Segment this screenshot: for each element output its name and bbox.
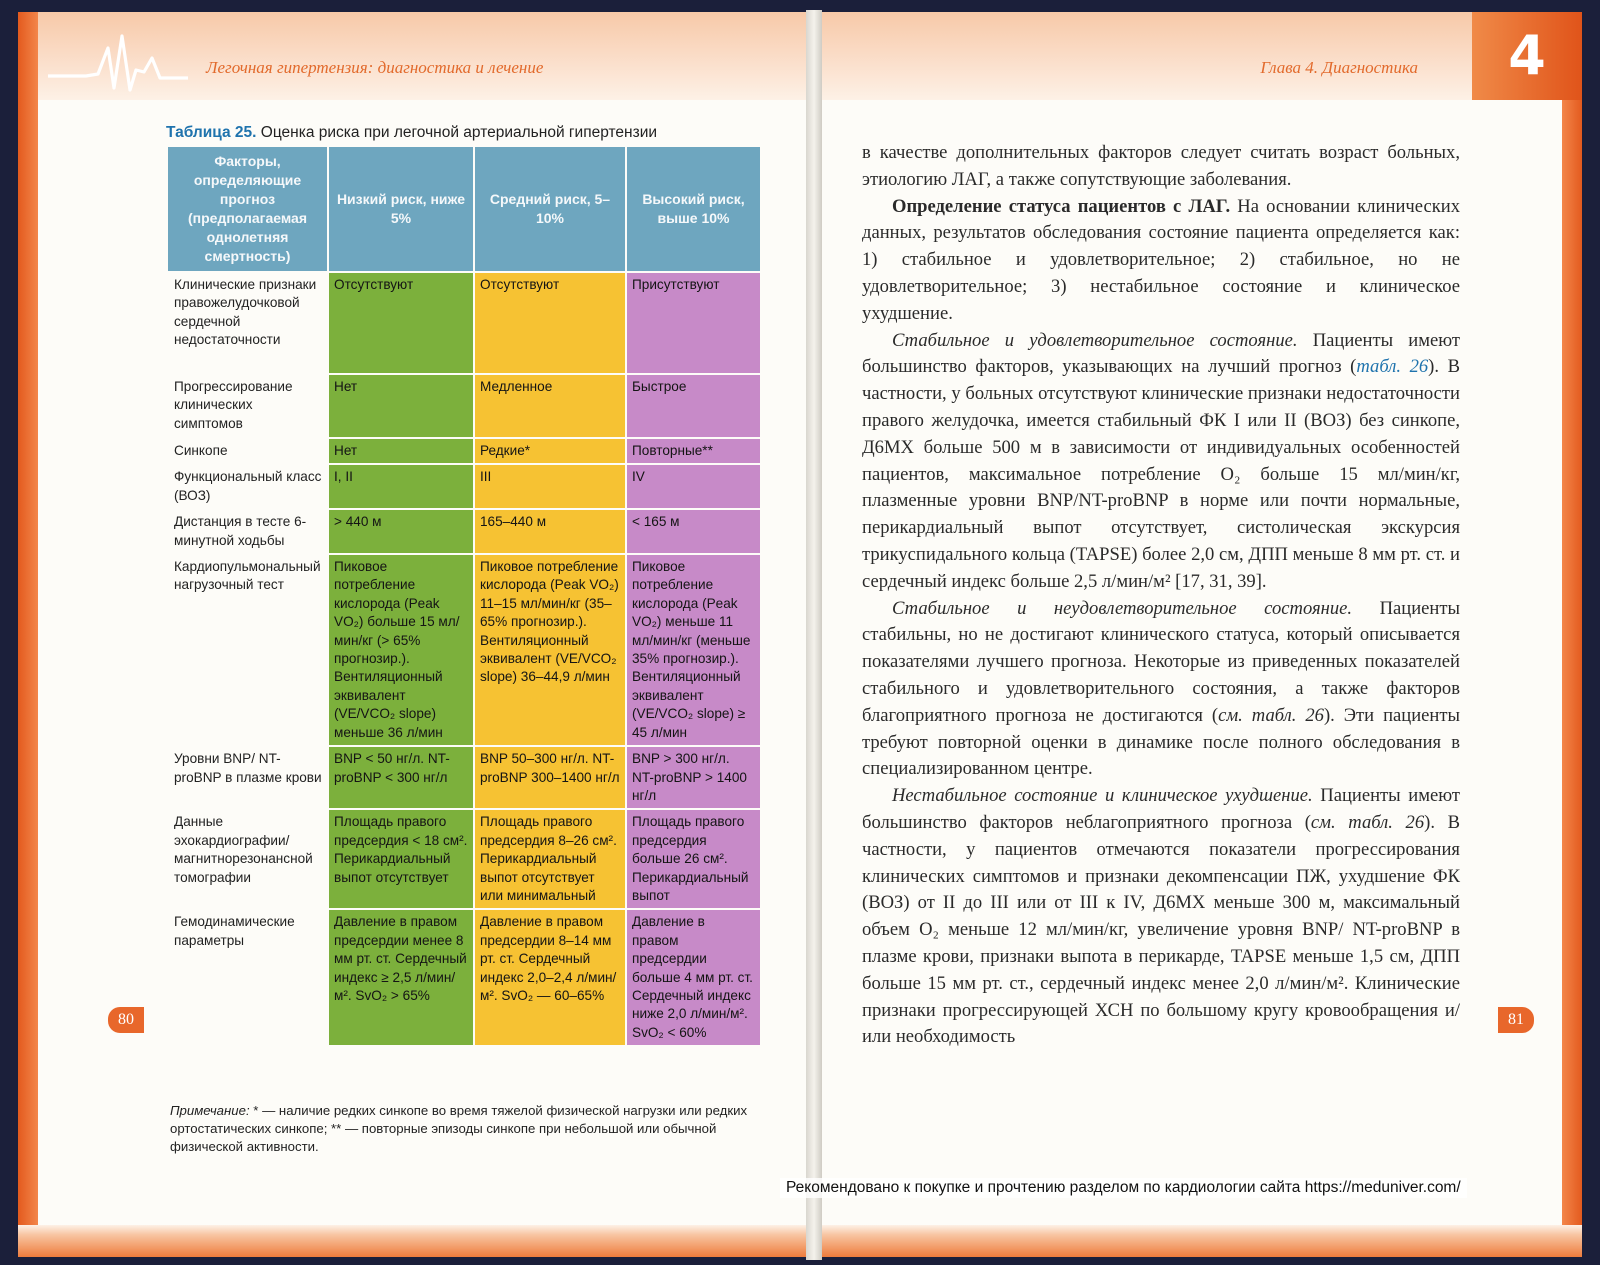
low-risk-cell: Нет [328, 438, 474, 464]
low-risk-cell: Площадь правого предсердия < 18 см². Перикардиальный выпот отсутствует [328, 809, 474, 909]
table-row [167, 272, 761, 374]
table-title [166, 124, 657, 142]
ecg-pulse-icon [48, 28, 188, 98]
risk-assessment-table [166, 145, 762, 1047]
paragraph-heading: Стабильное и неудовлетворительное состояние. [892, 597, 1353, 619]
high-risk-cell: BNP > 300 нг/л. NT-proBNP > 1400 нг/л [626, 746, 761, 809]
chapter-number: 4 [1472, 12, 1582, 100]
page-number: 81 [1498, 1007, 1534, 1033]
high-risk-cell: < 165 м [626, 509, 761, 554]
right-page [822, 12, 1582, 1257]
running-head: Глава 4. Диагностика [1260, 58, 1418, 77]
medium-risk-cell: Давление в правом предсердии 8–14 мм рт. ст. Сердечный индекс 2,0–2,4 л/мин/м². SvO₂ — 60–65% [474, 909, 626, 1046]
body-text [862, 140, 1460, 1051]
table-row [167, 374, 761, 438]
factor-cell: Гемодинамические параметры [167, 909, 328, 1046]
paragraph: Нестабильное состояние и клиническое ухудшение. Пациенты имеют большинство факторов неблагоприятного прогноза (см. табл. 26). В частности, у пациентов отмечаются показатели прогрессирования клинических симптомов и признаки декомпенсации ПЖ, ухудшение ФК (ВОЗ) от II до III или от III к IV, Д6МХ меньше 300 м, максимальный объем O₂ меньше 12 мл/мин/кг, увеличение уровня BNP/ NT-proBNP в плазме крови, признаки выпота в перикарде, TAPSE меньше 1,5 см, ДПП больше 15 мм рт. ст., сердечный индекс менее 2,0 л/мин/м². Клинические признаки прогрессирующей ХСН по большому кругу кровообращения и/или необходимость [862, 785, 1460, 1048]
page-edge-stripe [1562, 12, 1582, 1257]
header-low-risk: Низкий риск, ниже 5% [328, 146, 474, 272]
medium-risk-cell: Отсутствуют [474, 272, 626, 374]
high-risk-cell: Присутствуют [626, 272, 761, 374]
low-risk-cell: BNP < 50 нг/л. NT-proBNP < 300 нг/л [328, 746, 474, 809]
low-risk-cell: Отсутствуют [328, 272, 474, 374]
paragraph: Определение статуса пациентов с ЛАГ. На основании клинических данных, результатов обследования состояние пациента определяется как: 1) стабильное и удовлетворительное; 2) стабильное, но не удовлетворительное; 3) нестабильное состояние и клиническое ухудшение. [862, 195, 1460, 324]
factor-cell: Прогрессирование клинических симптомов [167, 374, 328, 438]
medium-risk-cell: Медленное [474, 374, 626, 438]
low-risk-cell: Пиковое потребление кислорода (Peak VO₂) больше 15 мл/мин/кг (> 65% прогнозир.). Вентиляционный эквивалент (VE/VCO₂ slope) меньше 36 л/мин [328, 554, 474, 746]
factor-cell: Данные эхокардиографии/ магнитнорезонансной томографии [167, 809, 328, 909]
footnote-label: Примечание: [170, 1103, 250, 1118]
paragraph-heading: Стабильное и удовлетворительное состояние. [892, 329, 1298, 351]
table-reference: см. табл. 26 [1310, 811, 1425, 833]
factor-cell: Уровни BNP/ NT-proBNP в плазме крови [167, 746, 328, 809]
medium-risk-cell: 165–440 м [474, 509, 626, 554]
table-row [167, 464, 761, 509]
header-medium-risk: Средний риск, 5–10% [474, 146, 626, 272]
medium-risk-cell: Площадь правого предсердия 8–26 см². Перикардиальный выпот отсутствует или минимальный [474, 809, 626, 909]
footnote-text: * — наличие редких синкопе во время тяжелой физической нагрузки или редких ортостатических синкопе; ** — повторные эпизоды синкопе при небольшой или обычной физической активности. [170, 1103, 748, 1154]
paragraph: в качестве дополнительных факторов следует считать возраст больных, этиологию ЛАГ, а также сопутствующие заболевания. [862, 142, 1460, 190]
table-reference: см. табл. 26 [1218, 704, 1324, 726]
table-row [167, 438, 761, 464]
table-caption: Оценка риска при легочной артериальной гипертензии [256, 124, 658, 141]
table-header-row [167, 146, 761, 272]
high-risk-cell: Повторные** [626, 438, 761, 464]
table-row [167, 909, 761, 1046]
table-reference-link: табл. 26 [1356, 356, 1429, 378]
header-band [822, 12, 1582, 100]
medium-risk-cell: Пиковое потребление кислорода (Peak VO₂) 11–15 мл/мин/кг (35–65% прогнозир.). Вентиляционный эквивалент (VE/VCO₂ slope) 36–44,9 л/мин [474, 554, 626, 746]
factor-cell: Дистанция в тесте 6-минутной ходьбы [167, 509, 328, 554]
high-risk-cell: Быстрое [626, 374, 761, 438]
low-risk-cell: I, II [328, 464, 474, 509]
footer-band [822, 1225, 1582, 1257]
paragraph: Стабильное и неудовлетворительное состояние. Пациенты стабильны, но не достигают клинического статуса, который описывается показателями лучшего прогноза. Некоторые из приведенных показателей стабильного и удовлетворительного состояния, а также факторов благоприятного прогноза не достигаются (см. табл. 26). Эти пациенты требуют повторной оценки в динамике после полного обследования в специализированном центре. [862, 597, 1460, 780]
table-number: Таблица 25. [166, 124, 257, 141]
running-head: Легочная гипертензия: диагностика и лечение [206, 58, 544, 77]
left-page [18, 12, 806, 1257]
header-high-risk: Высокий риск, выше 10% [626, 146, 761, 272]
low-risk-cell: Давление в правом предсердии менее 8 мм рт. ст. Сердечный индекс ≥ 2,5 л/мин/м². SvO₂ > 65% [328, 909, 474, 1046]
table-row [167, 809, 761, 909]
low-risk-cell: > 440 м [328, 509, 474, 554]
page-edge-stripe [18, 12, 38, 1257]
factor-cell: Синкопе [167, 438, 328, 464]
promo-overlay-text: Рекомендовано к покупке и прочтению разделом по кардиологии сайта https://meduniver.com/ [780, 1178, 1467, 1198]
book-spine [806, 10, 822, 1260]
high-risk-cell: Пиковое потребление кислорода (Peak VO₂) меньше 11 мл/мин/кг (меньше 35% прогнозир.). Вентиляционный эквивалент (VE/VCO₂ slope) ≥ 45 л/мин [626, 554, 761, 746]
footer-band [18, 1225, 806, 1257]
high-risk-cell: Площадь правого предсердия больше 26 см². Перикардиальный выпот [626, 809, 761, 909]
page-number: 80 [108, 1007, 144, 1033]
table-footnote [170, 1102, 774, 1155]
paragraph-heading: Определение статуса пациентов с ЛАГ. [892, 195, 1231, 217]
factor-cell: Кардиопульмональный нагрузочный тест [167, 554, 328, 746]
header-factors: Факторы, определяющие прогноз (предполагаемая однолетняя смертность) [167, 146, 328, 272]
paragraph: Стабильное и удовлетворительное состояние. Пациенты имеют большинство факторов, указывающих на лучший прогноз (табл. 26). В частности, у больных отсутствуют клинические признаки недостаточности правого желудочка, имеется стабильный ФК I или II (ВОЗ) без синкопе, Д6МХ больше 500 м в зависимости от индивидуальных особенностей пациентов, максимальное потребление O₂ больше 15 мл/мин/кг, плазменные уровни BNP/NT-proBNP в норме или почти нормальные, перикардиальный выпот отсутствует, систолическая экскурсия трикуспидального кольца (TAPSE) более 2,0 см, ДПП меньше 8 мм рт. ст. и сердечный индекс больше 2,5 л/мин/м² [17, 31, 39]. [862, 329, 1461, 592]
low-risk-cell: Нет [328, 374, 474, 438]
medium-risk-cell: III [474, 464, 626, 509]
table-row [167, 509, 761, 554]
medium-risk-cell: Редкие* [474, 438, 626, 464]
table-row [167, 746, 761, 809]
high-risk-cell: IV [626, 464, 761, 509]
factor-cell: Клинические признаки правожелудочковой сердечной недостаточности [167, 272, 328, 374]
high-risk-cell: Давление в правом предсердии больше 4 мм рт. ст. Сердечный индекс ниже 2,0 л/мин/м². SvO₂ < 60% [626, 909, 761, 1046]
medium-risk-cell: BNP 50–300 нг/л. NT-proBNP 300–1400 нг/л [474, 746, 626, 809]
factor-cell: Функциональный класс (ВОЗ) [167, 464, 328, 509]
table-row [167, 554, 761, 746]
paragraph-heading: Нестабильное состояние и клиническое ухудшение. [892, 785, 1313, 807]
